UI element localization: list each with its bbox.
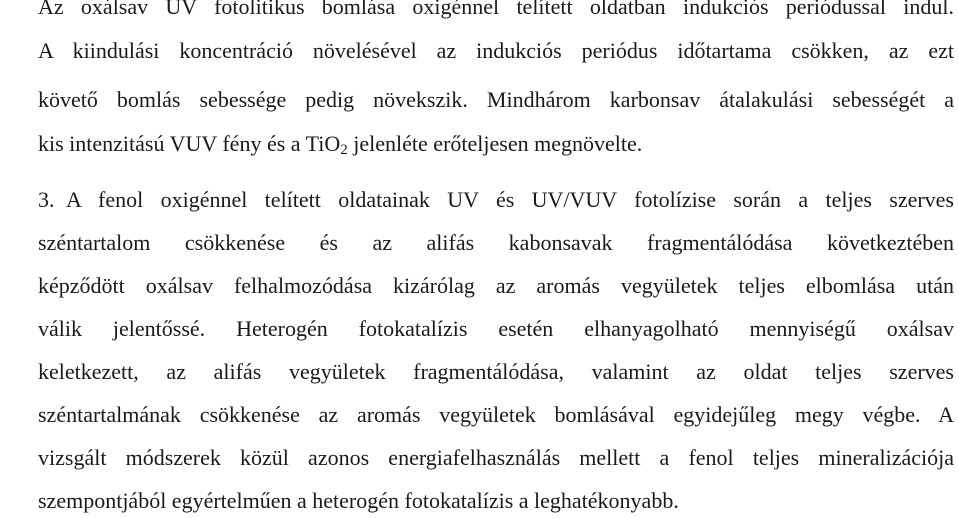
paragraph-1-line-4 xyxy=(38,131,642,157)
paragraph-2-line-8: szempontjából egyértelműen a heterogén fotokatalízis a leghatékonyabb. xyxy=(38,488,679,513)
paragraph-2-line-7: vizsgált módszerek közül azonos energiafelhasználás mellett a fenol teljes mineralizációja xyxy=(38,445,954,470)
paragraph-1-line-2: A kiindulási koncentráció növelésével az indukciós periódus időtartama csökken, az ezt xyxy=(38,38,954,63)
paragraph-2-line-4: válik jelentőssé. Heterogén fotokatalízis esetén elhanyagolható mennyiségű oxálsav xyxy=(38,316,954,341)
paragraph-2-line-5: keletkezett, az alifás vegyületek fragmentálódása, valamint az oldat teljes szerves xyxy=(38,359,954,384)
paragraph-1-line-3: követő bomlás sebessége pedig növekszik. Mindhárom karbonsav átalakulási sebességét a xyxy=(38,87,954,112)
paragraph-1-line-4-text: kis intenzitású VUV fény és a TiO xyxy=(38,131,341,156)
paragraph-1-line-1: Az oxálsav UV fotolitikus bomlása oxigénnel telített oldatban indukciós periódussal indul. xyxy=(38,0,954,19)
list-number: 3. xyxy=(38,187,55,212)
paragraph-2-line-2: széntartalom csökkenése és az alifás kabonsavak fragmentálódása következtében xyxy=(38,230,954,255)
tio2-subscript: 2 xyxy=(340,142,348,158)
paragraph-2-line-6: széntartalmának csökkenése az aromás vegyületek bomlásával egyidejűleg megy végbe. A xyxy=(38,402,954,427)
paragraph-1-line-4-rest: jelenléte erőteljesen megnövelte. xyxy=(347,131,643,156)
paragraph-2-line-1-text: A fenol oxigénnel telített oldatainak UV és UV/VUV fotolízise során a teljes szerves xyxy=(66,187,954,212)
paragraph-2-line-3: képződött oxálsav felhalmozódása kizárólag az aromás vegyületek teljes elbomlása után xyxy=(38,273,954,298)
